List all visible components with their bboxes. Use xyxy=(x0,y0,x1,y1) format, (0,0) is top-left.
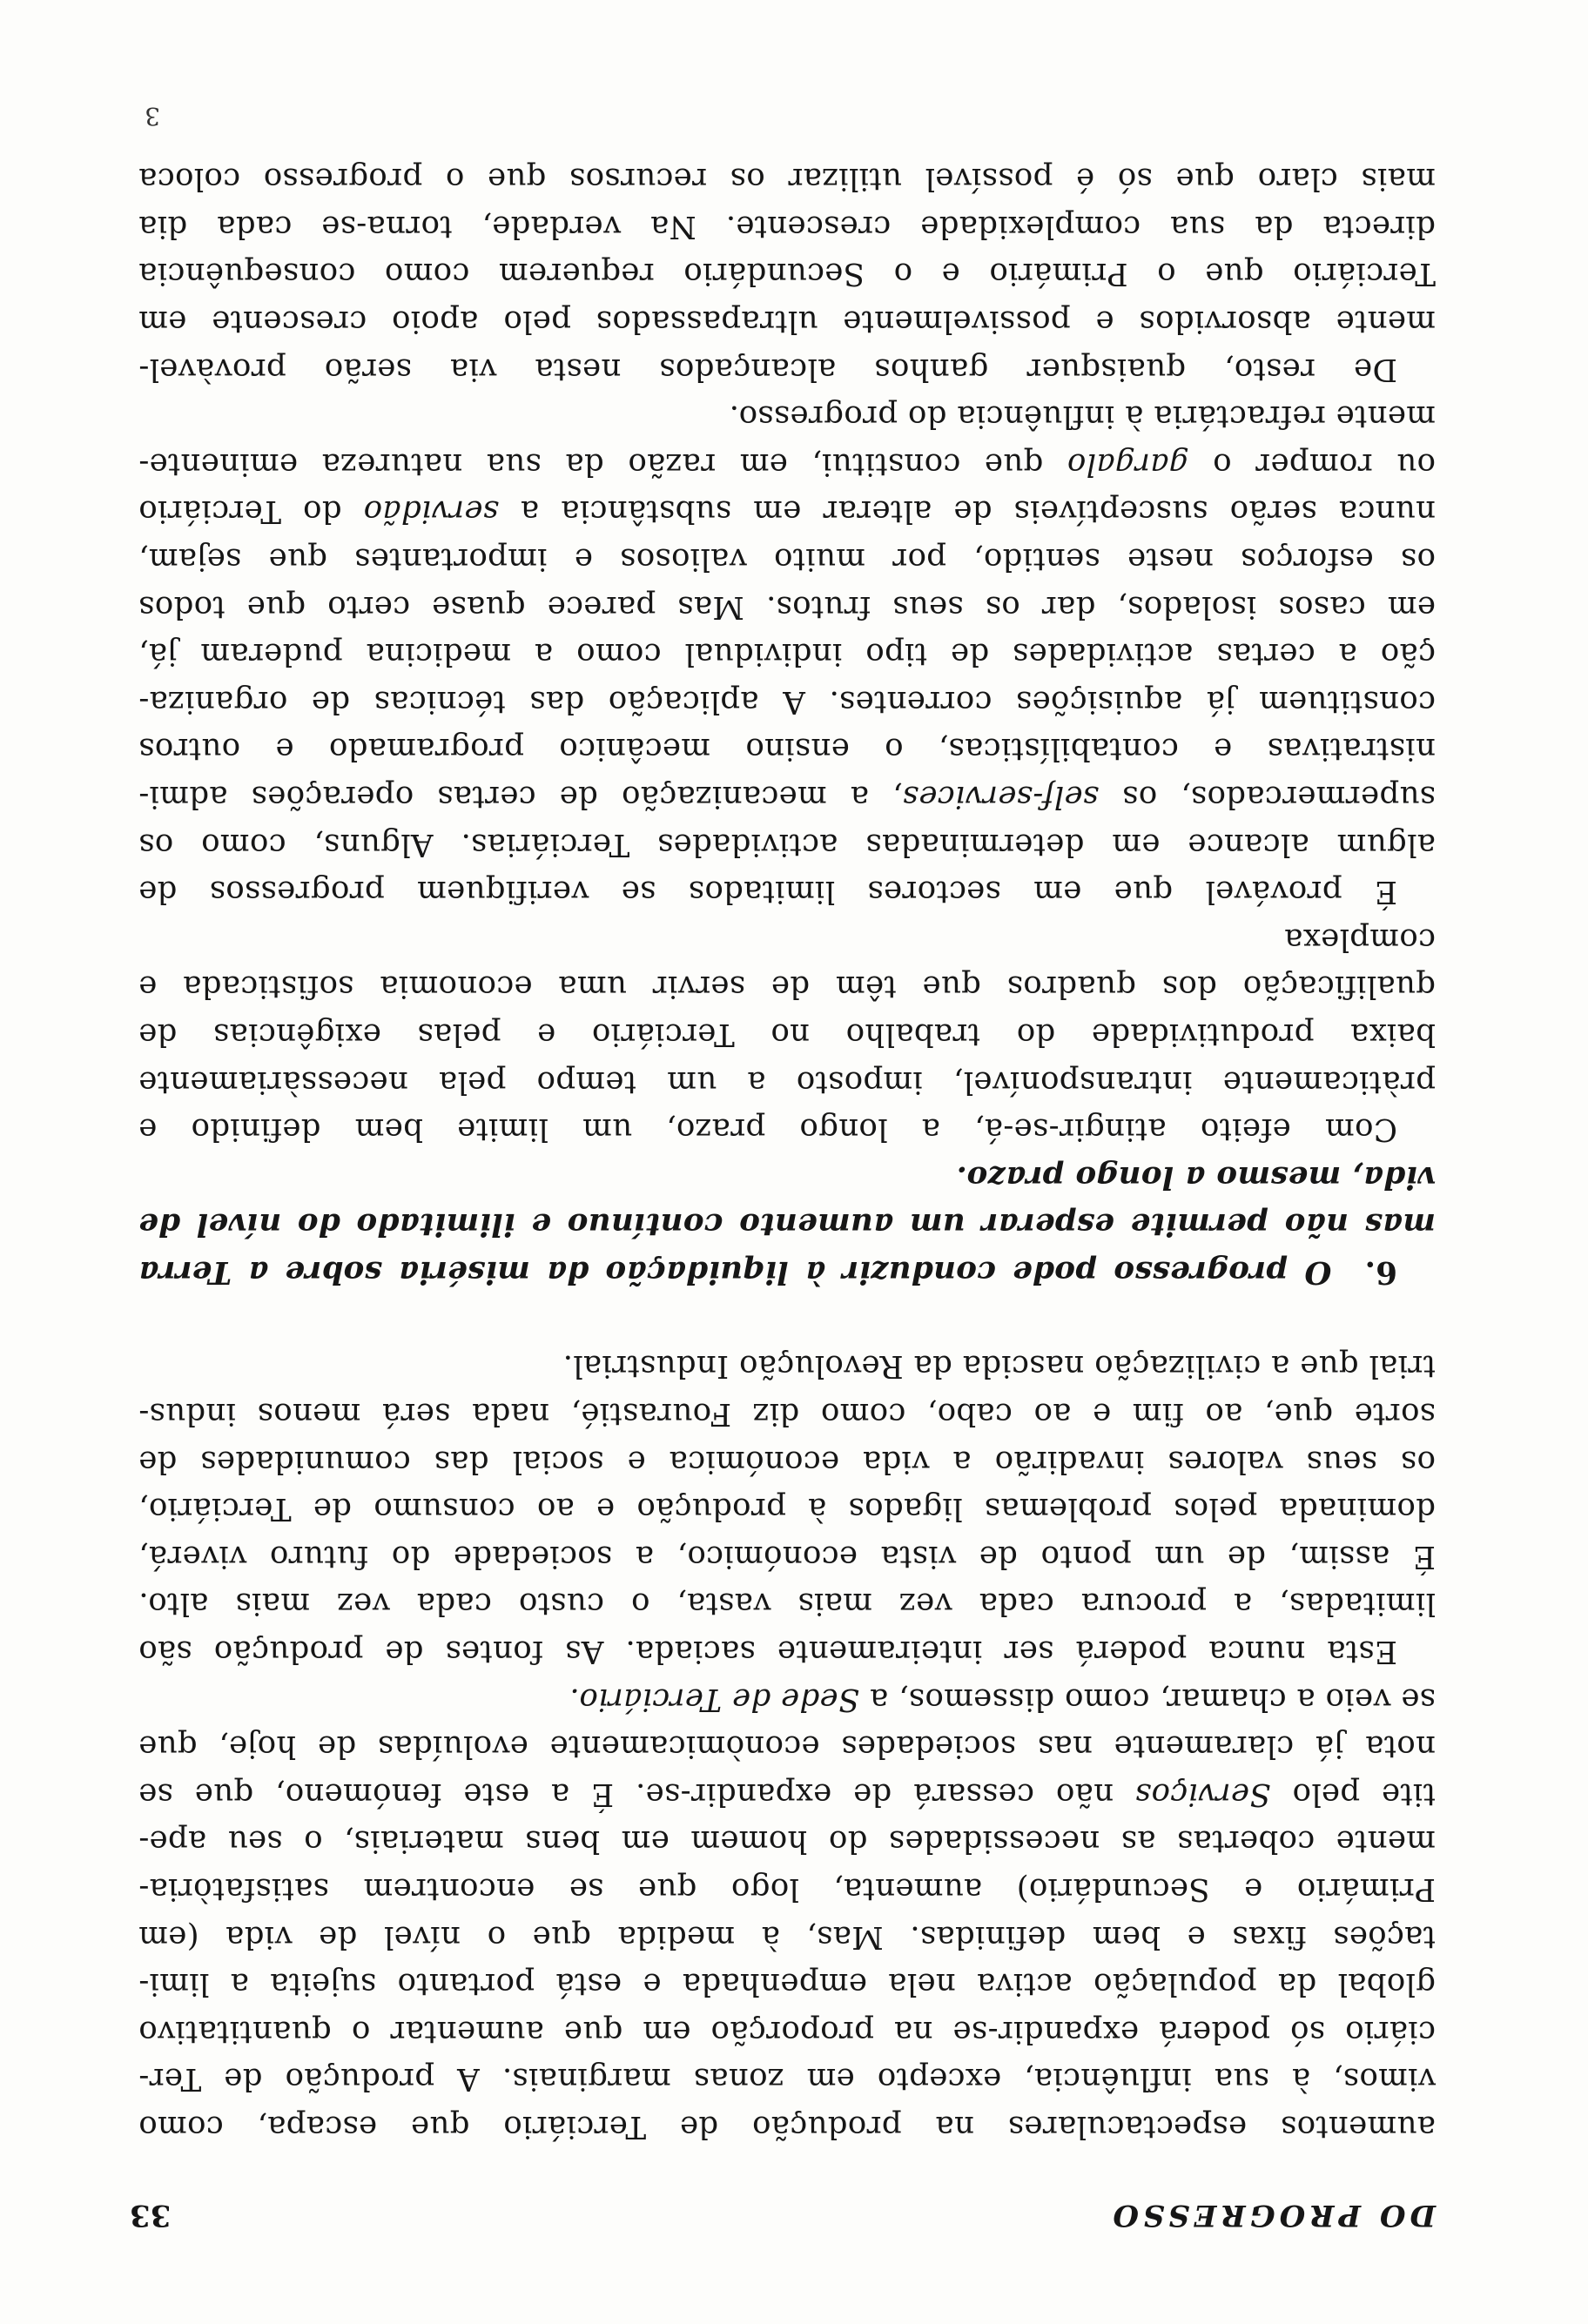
text-line: sorte que, ao fim e ao cabo, como diz Fourastié, nada será menos indus- xyxy=(138,1396,1436,1433)
text-line: De resto, quaisquer ganhos alcançados nesta via serão provàvel- xyxy=(138,351,1397,387)
text-run: tite pelo xyxy=(1270,1776,1436,1812)
paragraph-3 xyxy=(138,915,1436,1152)
text-line: baixa produtividade do trabalho no Terciário e pelas exigências de xyxy=(138,1016,1436,1052)
italic-term: servidão xyxy=(363,494,499,530)
text-line: algum alcance em determinadas actividades Terciárias. Alguns, como os xyxy=(138,826,1436,863)
text-line: constituem já aquisições correntes. A aplicação das técnicas de organiza- xyxy=(138,683,1436,720)
text-line: É assim, de um ponto de vista económico, a sociedade do futuro viverá, xyxy=(138,1538,1436,1575)
italic-term: Sede de Terciário. xyxy=(569,1681,860,1717)
text-line: Primário e Secundário) aumenta, logo que se encontrem satisfatòria- xyxy=(138,1871,1436,1908)
text-line: os seus valores invadirão a vida económica e social das comunidades de xyxy=(138,1443,1436,1480)
text-line: directa da sua complexidade crescente. Na verdade, torna-se cada dia xyxy=(138,208,1436,245)
italic-term: self-services xyxy=(902,778,1100,815)
running-head xyxy=(130,2198,1436,2233)
heading-line: mas não permite esperar um aumento contínuo e ilimitado do nível de xyxy=(138,1206,1436,1243)
text-line: qualificação dos quadros que têm de servir uma economia sofisticada e xyxy=(138,969,1436,1005)
text-line xyxy=(138,440,1436,487)
text-line: mente cobertas as necessidades do homem em bens materiais, o seu ape- xyxy=(138,1824,1436,1860)
text-run: do Terciário xyxy=(138,494,364,530)
running-head-title: DO PROGRESSO xyxy=(1108,2198,1436,2233)
text-line: nistrativas e contabilísticas, o ensino mecânico programado e outros xyxy=(138,731,1436,768)
text-line: É provável que em sectores limitados se verifiquem progressos de xyxy=(138,874,1397,910)
footer-mark: 3 xyxy=(145,102,160,131)
text-line: limitadas, a procura cada vez mais vasta, o custo cada vez mais alto. xyxy=(138,1586,1436,1622)
heading-text: O progresso pode conduzir à liquidação da miséria sobre a Terra xyxy=(138,1253,1332,1290)
text-run: se veio a chamar, como dissemos, a xyxy=(859,1681,1436,1717)
text-line: Esta nunca poderá ser inteiramente saciada. As fontes de produção são xyxy=(138,1634,1397,1670)
text-line: trial que a civilização nascida da Revolução Industrial. xyxy=(562,1348,1436,1385)
text-line: em casos isolados, dar os seus frutos. Mas parece quase certo que todos xyxy=(138,588,1436,625)
text-line: mente refractária à influência do progresso. xyxy=(729,399,1436,435)
text-run: ou romper o xyxy=(1188,446,1436,482)
paragraph-5 xyxy=(138,155,1436,393)
text-line: vimos, à sua influência, excepto em zonas marginais. A produção de Ter- xyxy=(138,2061,1436,2098)
paragraph-1 xyxy=(138,1675,1436,2150)
text-line: dominada pelos problemas ligados à produção e ao consumo de Terciário, xyxy=(138,1491,1436,1528)
text-line: tações fixas e bem definidas. Mas, à medida que o nível de vida (em xyxy=(138,1918,1436,1955)
text-line: Terciário que o Primário e o Secundário requerem como consequência xyxy=(138,256,1436,292)
text-line xyxy=(138,487,1436,535)
paragraph-4 xyxy=(138,393,1436,916)
text-run: não cessará de expandir-se. É a este fenómeno, que se xyxy=(138,1776,1135,1812)
heading-number: 6. xyxy=(1364,1253,1397,1290)
italic-term: gargalo xyxy=(1067,446,1189,482)
text-line: os esforços neste sentido, por muito valiosos e importantes que sejam, xyxy=(138,541,1436,577)
text-run: , a mecanização de certas operações admi- xyxy=(138,778,903,815)
text-line: pràticamente intransponível, imposto a um tempo pela necessàriamente xyxy=(138,1064,1436,1100)
text-line: Com efeito atingir-se-á, a longo prazo, um limite bem definido e xyxy=(138,1112,1397,1148)
text-line: mente absorvidos e possivelmente ultrapassados pelo apoio crescente em xyxy=(138,304,1436,340)
italic-term: Serviços xyxy=(1134,1776,1271,1812)
text-line xyxy=(138,772,1436,820)
section-heading xyxy=(138,1152,1436,1295)
heading-line xyxy=(138,1247,1436,1295)
text-line: complexa xyxy=(1284,921,1436,957)
text-run: supermercados, os xyxy=(1099,778,1436,815)
text-run: que constitui, em razão da sua natureza eminente- xyxy=(138,446,1067,482)
text-line: aumentos espectaculares na produção de Terciário que escapa, como xyxy=(138,2109,1436,2145)
text-line: global da população activa nela empenhada e está portanto sujeita a limi- xyxy=(138,1966,1436,2003)
page-body xyxy=(138,155,1436,2150)
heading-line: vida, mesmo a longo prazo. xyxy=(956,1159,1436,1195)
text-line xyxy=(138,1675,1436,1723)
text-run: nunca serão susceptíveis de alterar em substância a xyxy=(499,494,1436,530)
text-line: ciário só poderá expandir-se na proporção em que aumentar o quantitativo xyxy=(138,2013,1436,2050)
text-line: ção a certas actividades de tipo individual como a medicina puderam já, xyxy=(138,636,1436,673)
paragraph-2 xyxy=(138,1342,1436,1675)
text-line: nota já claramente nas sociedades econòmicamente evoluídas de hoje, que xyxy=(138,1729,1436,1765)
text-line xyxy=(138,1770,1436,1817)
text-line: mais claro que só é possível utilizar os recursos que o progresso coloca xyxy=(138,161,1436,198)
page-number: 33 xyxy=(130,2198,172,2233)
